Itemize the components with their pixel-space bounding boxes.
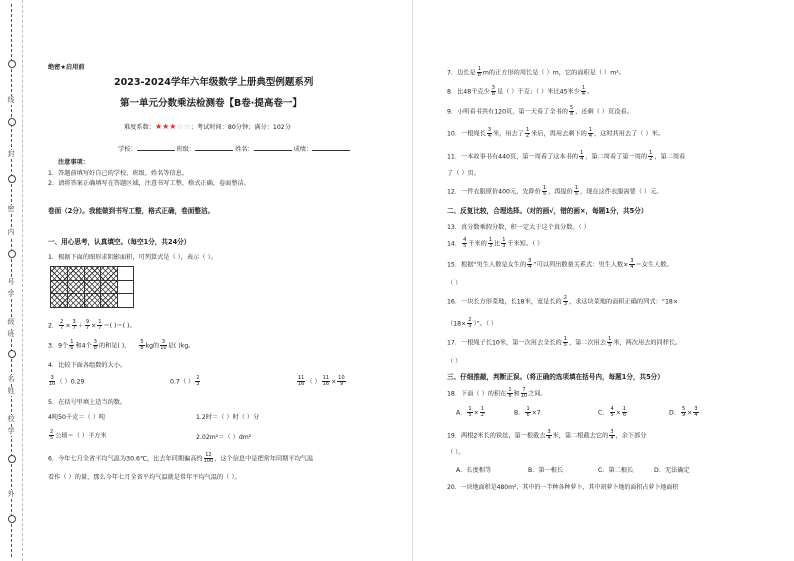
- score-field[interactable]: [312, 144, 350, 151]
- page-subtitle: 第一单元分数乘法检测卷【B卷·提高卷一】: [120, 98, 302, 109]
- question-4: 4．比较下面各组数的大小。: [48, 362, 127, 369]
- notes-title: 注意事项：: [58, 159, 89, 166]
- name-field[interactable]: [254, 144, 292, 151]
- time-score: ；考试时间：80分钟；满分：102分: [190, 124, 291, 131]
- stars-filled: ★★★: [154, 122, 177, 131]
- note-1: 1．答题前填写好自己的学校、班级、姓名等信息。: [48, 170, 189, 177]
- score-label: 成绩：: [293, 146, 313, 153]
- binding-hole-icon: [8, 250, 16, 258]
- difficulty-line: [124, 122, 291, 131]
- note-2: 2．请将答案正确填写在答题区域，注意书写工整，格式正确，卷面整洁。: [48, 180, 250, 187]
- question-6-line-2: 看作（ ）的量，那么今年七月全省平均气温就是常年平均气温的（ ）。: [48, 474, 241, 481]
- difficulty-label: 难度系数：: [124, 124, 155, 131]
- section-2-title: 二、反复比较，合理选择。（对的画√，错的画×，每题1分，共5分）: [447, 207, 648, 215]
- binding-char: 号: [5, 278, 17, 287]
- question-11: 11．一本故事书有440页，第一周看了这本书的 $\frac{1}{4}$ ，第二周看了第一周的 $\frac{1}{2}$ ，第二周看: [447, 150, 686, 162]
- stars-empty: ☆☆: [176, 122, 191, 131]
- name-label: 姓名：: [235, 146, 254, 153]
- question-15-answer: （ ）: [447, 280, 462, 287]
- question-8: 8．比48千克少 $\frac{3}{8}$ 是（ ）千克；（ ）米比45米少 $\frac{1}{4}$ 。: [447, 85, 594, 97]
- page-title: 2023-2024学年六年级数学上册典型例题系列: [114, 77, 314, 88]
- neatness-statement: 卷面（2分）。我能做到书写工整，格式正确，卷面整洁。: [48, 207, 215, 215]
- binding-hole-icon: [8, 350, 16, 358]
- binding-char: 级: [5, 318, 17, 327]
- question-17-answer: （ ）: [447, 358, 462, 365]
- column-divider: [412, 0, 413, 561]
- convert-b: 1.2时＝（ ）时（ ）分: [196, 414, 260, 421]
- question-12: 12．一件衣服原价400元，先降价 $\frac{1}{5}$ ，再提价 $\frac{1}{5}$ ，现在这件衣服需要（ ）元。: [447, 185, 663, 197]
- question-11-cont: 了（ ）页。: [447, 170, 480, 177]
- binding-char: 学: [5, 290, 17, 299]
- question-3: 3．9个 $\frac{1}{6}$ 和4个 $\frac{3}{8}$ 的和是( )， $\frac{5}{8}$ kg的 $\frac{3}{10}$ 是( )kg。: [48, 339, 195, 351]
- question-2: 2． $\frac{2}{7}$ × $\frac{3}{7}$ ＋ $\frac{9}{7}$ × $\frac{1}{7}$ ＝( )＝( )。: [48, 319, 136, 331]
- question-19-cont: （ ）。: [447, 449, 465, 456]
- binding-char: 名: [5, 375, 17, 384]
- question-16-cont: （18× $\frac{2}{3}$ ）”。（ ）: [447, 317, 498, 329]
- question-19: 19．两根2米长的铁丝，第一根截去 $\frac{3}{4}$ 米，第二根截去它的 $\frac{3}{4}$ ，余下部分: [447, 429, 647, 441]
- option-19-d[interactable]: D．无法确定: [654, 467, 690, 474]
- question-7: 7．边长是 $\frac{1}{8}$ m的正方形的周长是（ ）m，它的面积是（ ）m²。: [447, 66, 625, 78]
- option-18-a[interactable]: A． $\frac{1}{5}$ × $\frac{1}{2}$: [456, 406, 484, 418]
- class-field[interactable]: [195, 144, 233, 151]
- binding-char: 封: [5, 150, 17, 159]
- binding-char: 内: [5, 228, 17, 237]
- option-18-c[interactable]: C． $\frac{4}{5}$ × $\frac{1}{6}$: [598, 406, 627, 418]
- binding-char: 密: [5, 205, 17, 214]
- binding-char: 班: [5, 330, 17, 339]
- question-10: 10．一根绳长 $\frac{3}{4}$ 米，用去了 $\frac{1}{2}$ 米后，再用去剩下的 $\frac{1}{4}$ ，这时共用去了（ ）米。: [447, 127, 665, 139]
- question-18: 18．下面（ ）的积在 $\frac{1}{8}$ 和 $\frac{7}{10}$ 之间。: [447, 387, 547, 399]
- question-16: 16．一块长方形菜地，长18米，宽是长的 $\frac{2}{3}$ ，求这块菜地的面积正确的列式：“18×: [447, 295, 679, 307]
- school-label: 学校：: [118, 146, 137, 153]
- section-3-title: 三、仔细推敲，判断正误。（将正确的选项填在括号内，每题1分，共5分）: [447, 373, 664, 381]
- option-19-c[interactable]: C．第二根长: [598, 467, 634, 474]
- question-6-line-1: 6．今年七月全省平均气温为30.6℃，比去年同期偏高约 $\frac{12}{100}$ ，这个信息中是把常年同期平均气温: [48, 452, 314, 464]
- binding-hole-icon: [8, 60, 16, 68]
- compare-a: $\frac{3}{10}$ （ ）0.29: [49, 375, 85, 387]
- binding-char: 线: [5, 96, 17, 105]
- student-info: [118, 144, 350, 153]
- binding-hole-icon: [8, 175, 16, 183]
- question-13: 13．真分数乘假分数，积一定大于这个真分数。（ ）: [447, 224, 590, 231]
- difficulty-stars-icon: [155, 122, 191, 131]
- question-1: 1．根据下面的图形求阴影面积，可列算式是（ ），表示（ ）。: [48, 254, 217, 261]
- question-17: 17．一根绳子长10米，第一次用去全长的 $\frac{1}{5}$ ，第二次用去 $\frac{1}{5}$ 米，两次用去的同样长。: [447, 336, 682, 348]
- option-18-b[interactable]: B． $\frac{1}{6}$ ×7: [514, 406, 541, 418]
- compare-c: $\frac{11}{16}$ （ ） $\frac{11}{16}$ × $\frac{10}{9}$: [298, 375, 345, 387]
- question-5: 5．在括号里填上适当的数。: [48, 399, 127, 406]
- question-15: 15．根据“男生人数是女生的 $\frac{3}{4}$ ”可以列出数量关系式：男生人数× $\frac{3}{4}$ ＝女生人数。: [447, 258, 673, 270]
- school-field[interactable]: [137, 144, 175, 151]
- compare-b: 0.7（ ） $\frac{2}{3}$: [170, 375, 200, 387]
- binding-hole-icon: [8, 118, 16, 126]
- question-9: 9．小明看书共有120页，第一天看了全书的 $\frac{5}{8}$ ，还剩（ ）页没看。: [447, 105, 633, 117]
- section-1-title: 一、用心思考，认真填空。（每空1分，共24分）: [48, 238, 191, 246]
- binding-char: 学: [5, 427, 17, 436]
- option-19-a[interactable]: A．长度相等: [456, 467, 492, 474]
- binding-margin: [0, 0, 23, 561]
- binding-char: 校: [5, 415, 17, 424]
- convert-c: $\frac{2}{5}$ 公顷＝（ ）平方米: [50, 429, 107, 441]
- shaded-grid-figure: [50, 266, 134, 308]
- option-18-d[interactable]: D． $\frac{5}{9}$ × $\frac{3}{4}$: [669, 406, 698, 418]
- binding-hole-icon: [8, 455, 16, 463]
- binding-char: 姓: [5, 387, 17, 396]
- option-19-b[interactable]: B．第一根长: [528, 467, 564, 474]
- question-14: 14． $\frac{4}{5}$ 千米的 $\frac{1}{3}$ 比 $\frac{1}{3}$ 千米短。（ ）: [447, 237, 544, 249]
- secret-label: 绝密★启用前: [48, 64, 85, 71]
- convert-d: 2.02m²＝（ ）dm²: [196, 434, 252, 441]
- class-label: 班级：: [176, 146, 196, 153]
- question-20: 20．一块地面积是480m²，其中的一半种各种萝卜，其中胡萝卜地的面积占萝卜地面积: [447, 484, 679, 491]
- binding-char: 外: [5, 490, 17, 499]
- convert-a: 4吨50千克＝（ ）吨: [48, 414, 106, 421]
- binding-hole-icon: [8, 515, 16, 523]
